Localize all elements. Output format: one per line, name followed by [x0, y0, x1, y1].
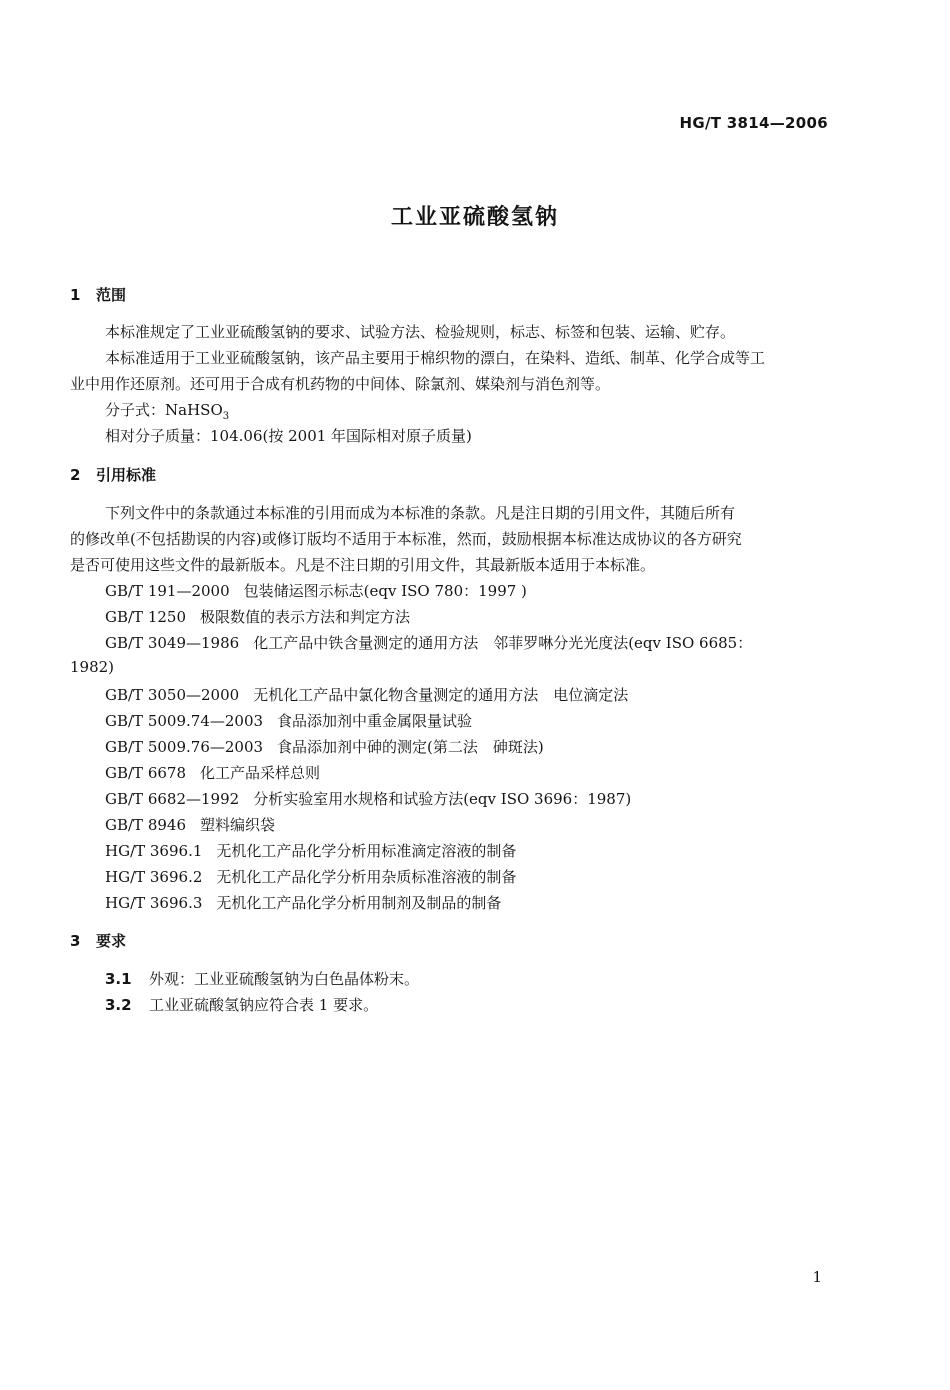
- formula-main: NaHSO: [165, 401, 223, 419]
- reference-item: [105, 684, 628, 705]
- section-title: 引用标准: [96, 466, 157, 484]
- references-intro-line-3: 是否可使用这些文件的最新版本。凡是不注日期的引用文件，其最新版本适用于本标准。: [70, 556, 656, 574]
- reference-item: [105, 866, 516, 887]
- reference-title: 包装储运图示标志(eqv ISO 780：1997 ): [243, 582, 527, 600]
- reference-continuation: 1982): [70, 658, 115, 676]
- reference-item: [105, 762, 320, 783]
- section-2-heading: [70, 464, 156, 485]
- reference-title: 化工产品采样总则: [200, 764, 321, 782]
- molecular-formula: [105, 399, 229, 422]
- reference-item: [105, 580, 527, 601]
- reference-item: [105, 632, 752, 653]
- reference-item: [105, 892, 501, 913]
- reference-code: GB/T 1250: [105, 608, 187, 626]
- reference-title: 食品添加剂中砷的测定(第二法 砷斑法): [277, 738, 544, 756]
- reference-item: [105, 710, 472, 731]
- reference-code: GB/T 8946: [105, 816, 187, 834]
- references-intro-line-2: 的修改单(不包括勘误的内容)或修订版均不适用于本标准，然而，鼓励根据本标准达成协议的各方研究: [70, 530, 742, 548]
- section-number: 2: [70, 466, 81, 484]
- standard-code: HG/T 3814—2006: [679, 114, 828, 132]
- references-intro-line-1: 下列文件中的条款通过本标准的引用而成为本标准的条款。凡是注日期的引用文件，其随后所有: [105, 504, 736, 522]
- section-title: 范围: [96, 286, 127, 304]
- reference-title: 无机化工产品化学分析用标准滴定溶液的制备: [216, 842, 517, 860]
- reference-title: 无机化工产品中氯化物含量测定的通用方法 电位滴定法: [253, 686, 629, 704]
- reference-code: GB/T 3050—2000: [105, 686, 240, 704]
- reference-title: 塑料编织袋: [200, 816, 276, 834]
- requirement-number: 3.2: [105, 996, 132, 1014]
- scope-paragraph-2-line-1: 本标准适用于工业亚硫酸氢钠，该产品主要用于棉织物的漂白，在染料、造纸、制革、化学合成等工: [105, 349, 766, 367]
- section-3-heading: [70, 930, 126, 951]
- reference-title: 无机化工产品化学分析用杂质标准溶液的制备: [216, 868, 517, 886]
- reference-code: GB/T 6682—1992: [105, 790, 240, 808]
- reference-title: 分析实验室用水规格和试验方法(eqv ISO 3696：1987): [253, 790, 632, 808]
- reference-code: GB/T 5009.76—2003: [105, 738, 264, 756]
- reference-code: HG/T 3696.3: [105, 894, 203, 912]
- document-title: 工业亚硫酸氢钠: [390, 205, 559, 230]
- molecular-mass: 相对分子质量：104.06(按 2001 年国际相对原子质量): [105, 427, 472, 445]
- reference-code: GB/T 6678: [105, 764, 187, 782]
- requirement-text: 工业亚硫酸氢钠应符合表 1 要求。: [149, 996, 379, 1014]
- reference-item: [105, 840, 516, 861]
- reference-code: GB/T 3049—1986: [105, 634, 240, 652]
- requirement-item: [105, 968, 419, 989]
- reference-code: GB/T 191—2000: [105, 582, 230, 600]
- reference-title: 食品添加剂中重金属限量试验: [277, 712, 473, 730]
- scope-paragraph-2-line-2: 业中用作还原剂。还可用于合成有机药物的中间体、除氯剂、媒染剂与消色剂等。: [70, 375, 611, 393]
- section-1-heading: [70, 284, 126, 305]
- reference-title: 极限数值的表示方法和判定方法: [200, 608, 411, 626]
- formula-label: 分子式：: [105, 401, 166, 419]
- reference-code: GB/T 5009.74—2003: [105, 712, 264, 730]
- reference-code: HG/T 3696.2: [105, 868, 203, 886]
- reference-title: 化工产品中铁含量测定的通用方法 邻菲罗啉分光光度法(eqv ISO 6685：: [253, 634, 753, 652]
- section-number: 1: [70, 286, 81, 304]
- requirement-text: 外观：工业亚硫酸氢钠为白色晶体粉末。: [149, 970, 420, 988]
- reference-item: [105, 814, 275, 835]
- reference-item: [105, 788, 631, 809]
- page-number: 1: [812, 1268, 822, 1286]
- reference-title: 无机化工产品化学分析用制剂及制品的制备: [216, 894, 502, 912]
- reference-code: HG/T 3696.1: [105, 842, 203, 860]
- requirement-number: 3.1: [105, 970, 132, 988]
- scope-paragraph-1: 本标准规定了工业亚硫酸氢钠的要求、试验方法、检验规则，标志、标签和包装、运输、贮存。: [105, 323, 736, 341]
- section-title: 要求: [96, 932, 127, 950]
- reference-item: [105, 606, 410, 627]
- reference-item: [105, 736, 544, 757]
- requirement-item: [105, 994, 378, 1015]
- formula-subscript: 3: [222, 411, 230, 422]
- section-number: 3: [70, 932, 81, 950]
